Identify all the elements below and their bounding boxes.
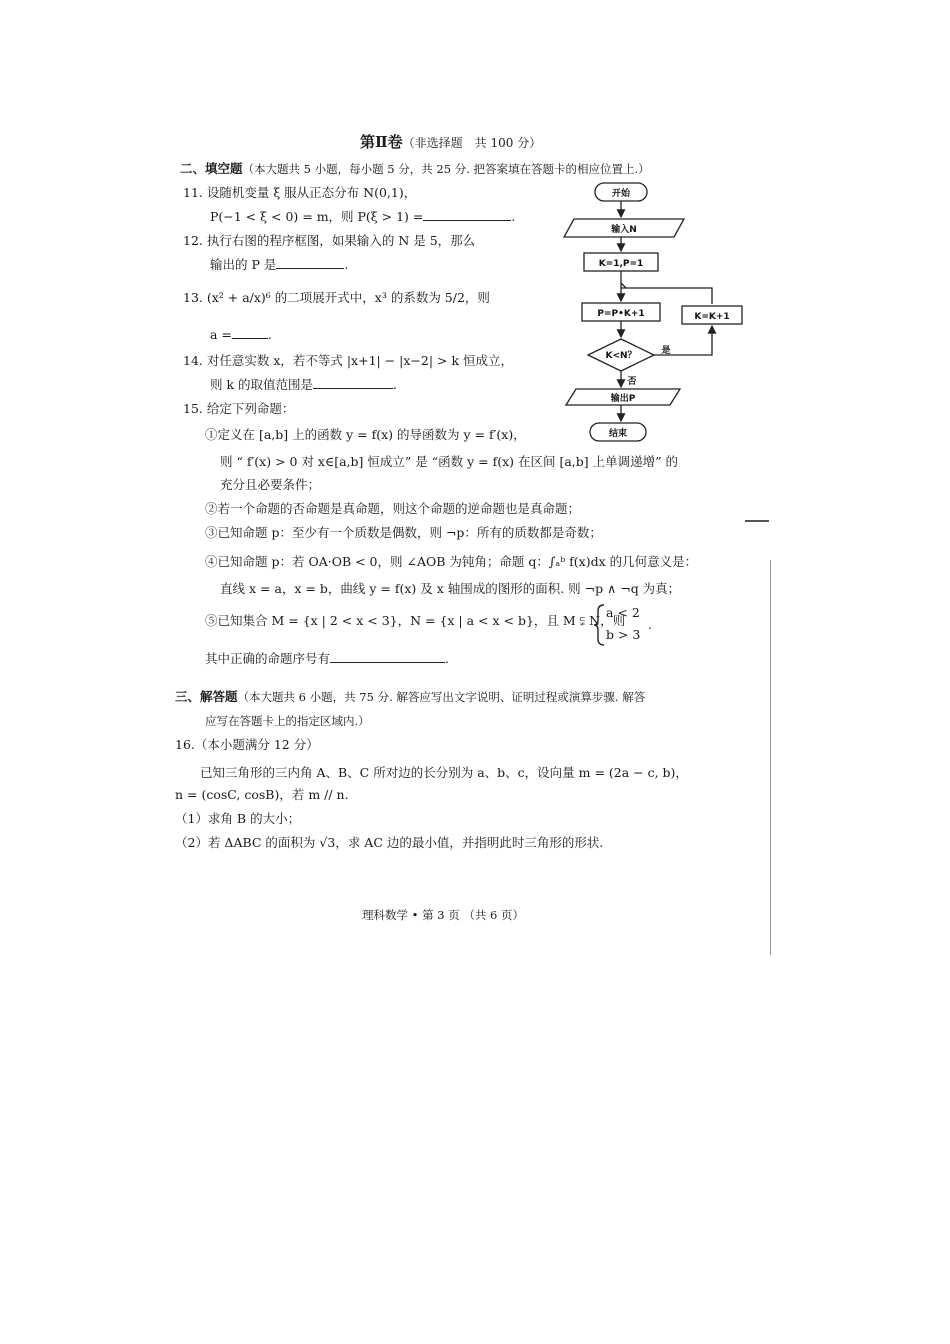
question-14-text: 则 k 的取值范围是 — [210, 377, 314, 392]
proposition-3: ③已知命题 p：至少有一个质数是偶数，则 ¬p：所有的质数都是奇数； — [205, 525, 602, 540]
question-16-part1: （1）求角 B 的大小； — [175, 811, 301, 826]
volume-subtitle: （非选择题 共 100 分） — [402, 136, 542, 150]
section-note: （本大题共 5 小题，每小题 5 分，共 25 分. 把答案填在答题卡的相应位置上.） — [242, 162, 650, 176]
answer-blank — [330, 650, 445, 663]
flow-input-label: 输入N — [611, 225, 637, 235]
question-15-intro: 15. 给定下列命题： — [183, 401, 295, 416]
proposition-4a: ④已知命题 p：若 OA·OB < 0，则 ∠AOB 为钝角；命题 q：∫ₐᵇ f(x)dx 的几何意义是： — [205, 554, 698, 569]
question-13-text: a = — [210, 327, 232, 342]
question-13-line1: 13. (x² + a/x)⁶ 的二项展开式中，x³ 的系数为 5/2，则 — [183, 290, 490, 305]
flow-yes-label: 是 — [661, 346, 671, 356]
question-16-title: 16.（本小题满分 12 分） — [175, 737, 319, 752]
condition-b: b > 3 — [606, 627, 641, 642]
question-16-part2: （2）若 ΔABC 的面积为 √3，求 AC 边的最小值，并指明此时三角形的形状. — [175, 835, 604, 850]
question-12-text: 输出的 P 是 — [210, 257, 277, 272]
answer-blank — [313, 376, 393, 389]
question-11-line1: 11. 设随机变量 ξ 服从正态分布 N(0,1)， — [183, 185, 417, 200]
question-12-line1: 12. 执行右图的程序框图，如果输入的 N 是 5，那么 — [183, 233, 476, 248]
section-heading-solutions — [175, 688, 645, 706]
question-15-answer-text: 其中正确的命题序号有 — [205, 651, 331, 666]
page-title — [360, 131, 541, 152]
section-label: 二、填空题 — [180, 161, 243, 176]
proposition-1c: 充分且必要条件； — [220, 477, 321, 492]
flow-process-label: P=P•K+1 — [597, 309, 645, 319]
proposition-4b: 直线 x = a，x = b，曲线 y = f(x) 及 x 轴围成的图形的面积. 则 ¬p ∧ ¬q 为真； — [220, 581, 681, 596]
proposition-1b: 则 “ f′(x) > 0 对 x∈[a,b] 恒成立” 是 “函数 y = f(x) 在区间 [a,b] 上单调递增” 的 — [220, 454, 678, 469]
question-16-line2: n = (cosC, cosB)，若 m // n. — [175, 787, 349, 802]
section-label: 三、解答题 — [175, 689, 238, 704]
scan-mark — [745, 520, 769, 522]
section-note-continued: 应写在答题卡上的指定区域内.） — [205, 714, 370, 728]
period: . — [648, 617, 652, 632]
question-14-line2: 则 k 的取值范围是 . — [210, 377, 398, 392]
page-footer: 理科数学 • 第 3 页 （共 6 页） — [362, 908, 525, 922]
answer-blank — [232, 326, 268, 339]
scan-edge-line — [770, 560, 771, 955]
question-11-line2: P(−1 < ξ < 0) = m，则 P(ξ > 1) = . — [210, 209, 516, 224]
flow-init-label: K=1,P=1 — [598, 259, 644, 269]
proposition-2: ②若一个命题的否命题是真命题，则这个命题的逆命题也是真命题； — [205, 501, 581, 516]
section-note: （本大题共 6 小题，共 75 分. 解答应写出文字说明、证明过程或演算步骤. 解答 — [237, 690, 646, 704]
flow-end-label: 结束 — [608, 429, 628, 439]
proposition-5: ⑤已知集合 M = {x | 2 < x < 3}，N = {x | a < x < b}，且 M ⫋ N，则 — [205, 613, 626, 628]
brace-icon — [592, 603, 606, 647]
question-16-line1: 已知三角形的三内角 A、B、C 所对边的长分别为 a、b、c，设向量 m = (2a − c, b)， — [200, 765, 688, 780]
program-flowchart — [560, 175, 760, 450]
flow-output-label: 输出P — [610, 394, 636, 404]
answer-blank — [423, 208, 511, 221]
question-15-answer: 其中正确的命题序号有 . — [205, 651, 449, 666]
condition-a: a < 2 — [606, 605, 640, 620]
question-11-text: P(−1 < ξ < 0) = m，则 P(ξ > 1) = — [210, 209, 424, 224]
flow-no-label: 否 — [627, 377, 637, 387]
question-13-line2: a = . — [210, 327, 272, 342]
answer-blank — [276, 256, 344, 269]
question-14-line1: 14. 对任意实数 x，若不等式 |x+1| − |x−2| > k 恒成立， — [183, 353, 514, 368]
flow-decision-label: K<N？ — [605, 351, 637, 361]
flow-increment-label: K=K+1 — [694, 312, 730, 322]
flow-start-label: 开始 — [611, 189, 631, 199]
proposition-1a: ①定义在 [a,b] 上的函数 y = f(x) 的导函数为 y = f′(x)， — [205, 427, 526, 442]
question-12-line2: 输出的 P 是 . — [210, 257, 349, 272]
volume-title: 第Ⅱ卷 — [360, 133, 403, 151]
